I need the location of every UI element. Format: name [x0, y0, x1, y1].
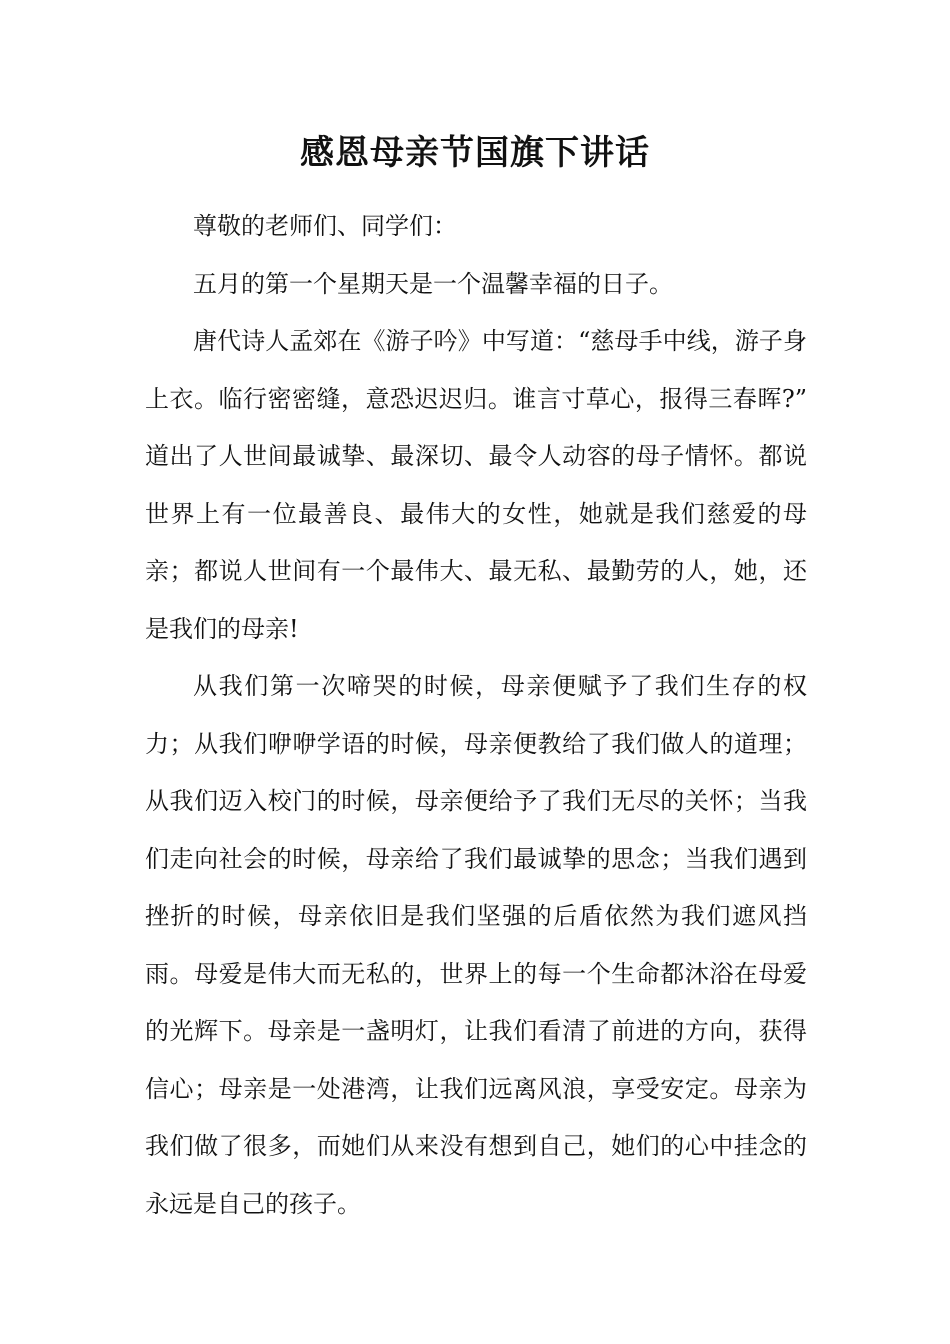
body-paragraph: 唐代诗人孟郊在《游子吟》中写道：“慈母手中线，游子身上衣。临行密密缝，意恐迟迟归。谁言寸草心，报得三春晖?” 道出了人世间最诚挚、最深切、最令人动容的母子情怀。都说世界上有一位最善良、最伟大的女性，她就是我们慈爱的母亲；都说人世间有一个最伟大、最无私、最勤劳的人，她，还是我们的母亲!	[145, 327, 807, 643]
body-paragraph: 从我们第一次啼哭的时候，母亲便赋予了我们生存的权力；从我们咿咿学语的时候，母亲便教给了我们做人的道理；从我们迈入校门的时候，母亲便给予了我们无尽的关怀；当我们走向社会的时候，母亲给了我们最诚挚的思念；当我们遇到挫折的时候，母亲依旧是我们坚强的后盾依然为我们遮风挡雨。母爱是伟大而无私的，世界上的每一个生命都沐浴在母爱的光辉下。母亲是一盏明灯，让我们看清了前进的方向，获得信心；母亲是一处港湾，让我们远离风浪，享受安定。母亲为我们做了很多，而她们从来没有想到自己，她们的心中挂念的永远是自己的孩子。	[145, 672, 807, 1218]
salutation-paragraph: 尊敬的老师们、同学们：	[193, 212, 457, 240]
document-body	[145, 198, 807, 1233]
document-title: 感恩母亲节国旗下讲话	[300, 133, 650, 173]
body-paragraph: 五月的第一个星期天是一个温馨幸福的日子。	[193, 269, 673, 298]
